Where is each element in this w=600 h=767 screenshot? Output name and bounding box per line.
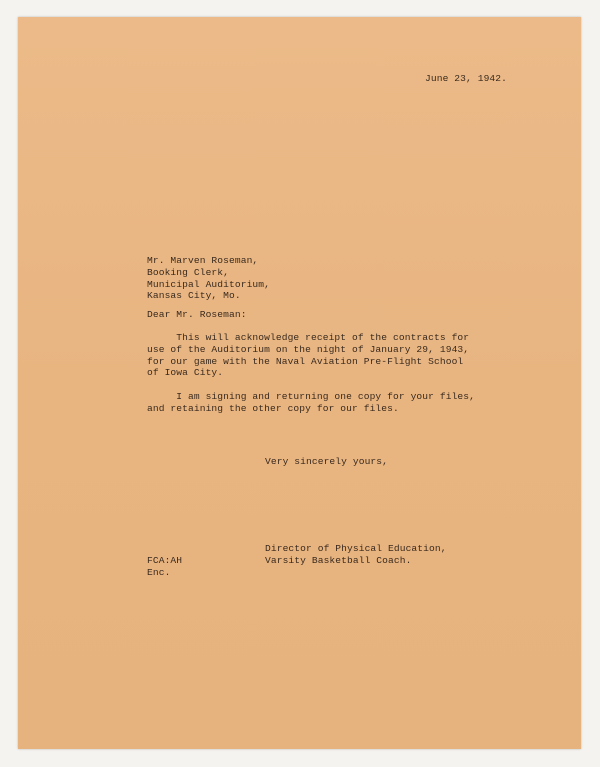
body-paragraph-2 [147,391,475,415]
recipient-city: Kansas City, Mo. [147,290,241,302]
signature-block [265,543,447,567]
signature-title-1: Director of Physical Education, [265,543,447,554]
reference-initials: FCA:AH [147,555,183,566]
letter-page [18,17,581,749]
paragraph-line: and retaining the other copy for our files. [147,402,399,414]
closing: Very sincerely yours, [265,456,389,467]
recipient-organization: Municipal Auditorium, [147,278,271,290]
paragraph-line: I am signing and returning one copy for your files, [147,391,476,402]
signature-title-2: Varsity Basketball Coach. [265,554,412,566]
body-paragraph-1 [147,332,469,379]
paragraph-line: use of the Auditorium on the night of January 29, 1943, [147,343,470,355]
reference-block [147,555,182,579]
recipient-title: Booking Clerk, [147,266,230,278]
enclosure-note: Enc. [147,566,171,578]
recipient-name: Mr. Marven Roseman, [147,255,259,266]
salutation: Dear Mr. Roseman: [147,309,247,320]
paragraph-line: This will acknowledge receipt of the contracts for [147,332,470,343]
paragraph-line: for our game with the Naval Aviation Pre-Flight School [147,355,464,367]
letter-date: June 23, 1942. [425,73,508,84]
recipient-address [147,255,270,302]
paragraph-line: of Iowa City. [147,367,224,379]
